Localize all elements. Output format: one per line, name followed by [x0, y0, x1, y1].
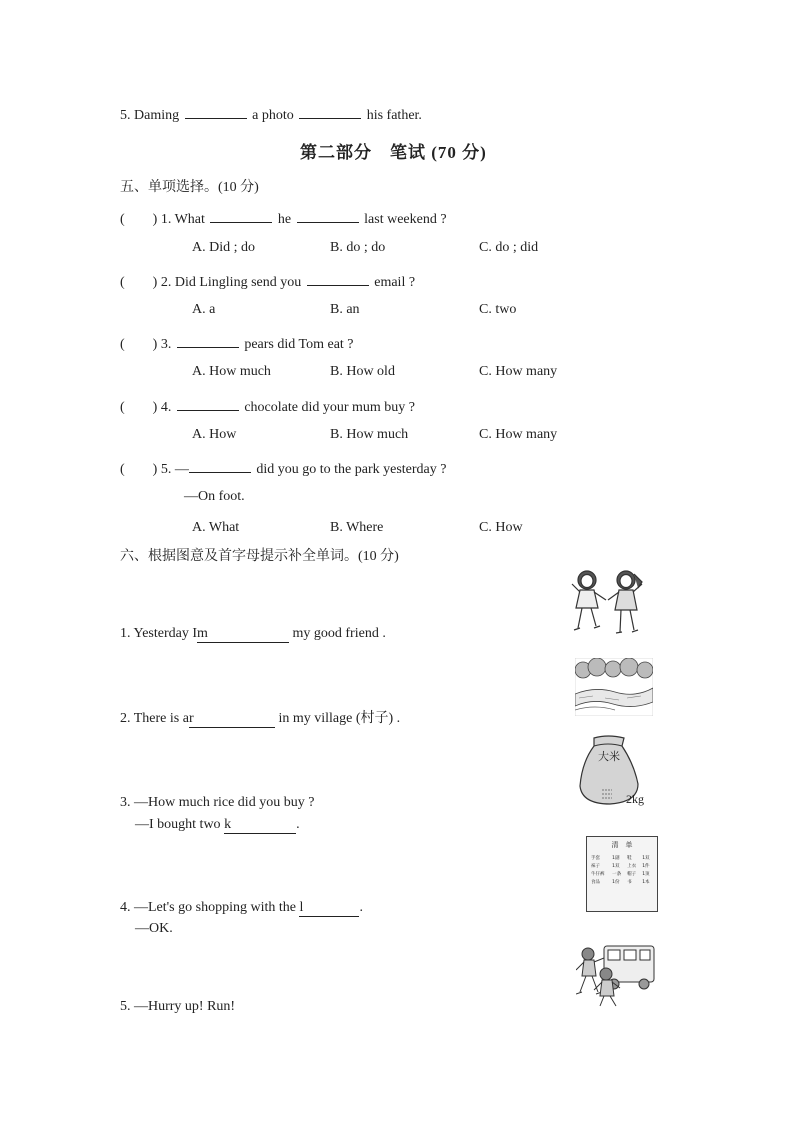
answer-blank[interactable]: [297, 208, 359, 223]
fill-item-3-question: 3. —How much rice did you buy ?: [120, 795, 315, 810]
list-title: 清 单: [611, 841, 633, 849]
option-b[interactable]: B. How old: [330, 364, 395, 379]
rice-bag-picture: [576, 734, 652, 808]
shopping-list-picture: [586, 836, 658, 912]
option-c[interactable]: C. do ; did: [479, 240, 539, 255]
answer-blank[interactable]: m: [197, 626, 289, 643]
answer-blank[interactable]: [177, 396, 239, 411]
answer-blank[interactable]: l: [299, 900, 359, 917]
fill-item-4-question: 4. —Let's go shopping with the l .: [120, 900, 363, 915]
mc-question-3: ( ) 3. pears did Tom eat ?: [120, 333, 354, 353]
option-c[interactable]: C. How many: [479, 427, 558, 442]
mc-question-4: ( ) 4. chocolate did your mum buy ?: [120, 396, 415, 416]
list-row: 牛仔裤 一条 帽子 1顶: [591, 872, 650, 877]
option-b[interactable]: B. do ; do: [330, 240, 386, 255]
list-row: 袜子 1双 上衣 1件: [591, 864, 650, 869]
answer-blank[interactable]: [189, 458, 251, 473]
list-row: 食品 1份 书 1本: [591, 880, 650, 885]
option-c[interactable]: C. How: [479, 520, 523, 535]
fill-item-4-answer: —OK.: [135, 921, 173, 936]
answer-blank[interactable]: [185, 104, 247, 119]
fill-item-2: 2. There is ar in my village (村子) .: [120, 711, 401, 726]
mc-question-1: ( ) 1. What he last weekend ?: [120, 208, 447, 228]
mc-question-5: ( ) 5. — did you go to the park yesterday ?: [120, 458, 446, 478]
bag-label: 大米: [598, 750, 620, 763]
option-a[interactable]: A. What: [192, 520, 240, 535]
option-a[interactable]: A. Did ; do: [192, 240, 255, 255]
option-c[interactable]: C. two: [479, 302, 517, 317]
option-a[interactable]: A. How: [192, 427, 237, 442]
list-row: 手套 1副 鞋 1双: [591, 856, 650, 861]
fill-item-5-question: 5. —Hurry up! Run!: [120, 999, 236, 1014]
option-c[interactable]: C. How many: [479, 364, 558, 379]
fill-item-1: 1. Yesterday Im my good friend .: [120, 626, 386, 641]
option-a[interactable]: A. a: [192, 302, 216, 317]
answer-blank[interactable]: [177, 333, 239, 348]
option-b[interactable]: B. Where: [330, 520, 384, 535]
two-girls-meeting-picture: [568, 566, 652, 640]
section6-heading: 六、根据图意及首字母提示补全单词。(10 分): [120, 549, 399, 564]
answer-blank[interactable]: [210, 208, 272, 223]
option-b[interactable]: B. How much: [330, 427, 409, 442]
kids-running-to-bus-picture: [576, 940, 656, 1010]
mc-question-2: ( ) 2. Did Lingling send you email ?: [120, 271, 415, 291]
answer-blank[interactable]: [299, 104, 361, 119]
option-b[interactable]: B. an: [330, 302, 360, 317]
river-picture: [575, 658, 653, 716]
dialog-answer: —On foot.: [184, 489, 245, 504]
answer-blank[interactable]: [307, 271, 369, 286]
section5-heading: 五、单项选择。(10 分): [120, 180, 259, 195]
fill-item-3-answer: —I bought two k .: [135, 817, 300, 832]
answer-blank[interactable]: k: [224, 817, 296, 834]
part-title: 第二部分 笔试 (70 分): [300, 143, 487, 162]
answer-blank[interactable]: r: [189, 711, 275, 728]
option-a[interactable]: A. How much: [192, 364, 271, 379]
prev-item-5: 5. Daming a photo his father.: [120, 104, 422, 124]
list-table: [590, 854, 654, 886]
bag-weight: 2kg: [626, 792, 644, 806]
